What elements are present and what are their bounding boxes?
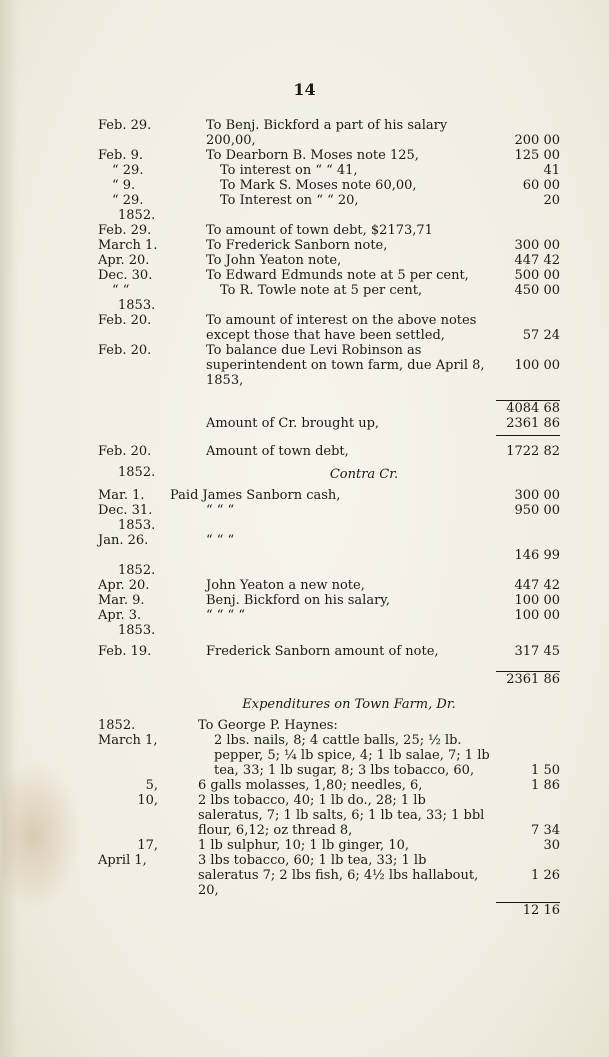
ledger-row xyxy=(98,208,560,223)
contra-section xyxy=(98,465,560,687)
entry-amount: 1 26 xyxy=(531,868,560,883)
entry-date: Feb. 9. xyxy=(98,148,143,163)
ledger-row xyxy=(98,238,560,253)
entry-date: Jan. 26. xyxy=(98,533,149,548)
entry-amount: 200 00 xyxy=(514,133,560,148)
entry-date: Dec. 30. xyxy=(98,268,153,283)
section-heading: Expenditures on Town Farm, Dr. xyxy=(242,697,456,712)
entry-amount: 20 xyxy=(543,193,560,208)
entry-description: To Mark S. Moses note 60,00, xyxy=(220,178,417,193)
entry-description: To R. Towle note at 5 per cent, xyxy=(220,283,423,298)
entry-amount: 450 00 xyxy=(514,283,560,298)
entry-date: Dec. 31. xyxy=(98,503,153,518)
entry-description: Benj. Bickford on his salary, xyxy=(206,593,391,608)
entry-amount: 100 00 xyxy=(514,358,560,373)
entry-description: “ “ “ xyxy=(206,503,235,518)
entry-date: Feb. 20. xyxy=(98,444,152,459)
entry-amount: 100 00 xyxy=(514,608,560,623)
entry-year: 1852. xyxy=(118,208,156,223)
entry-date: “ “ xyxy=(112,283,130,298)
ledger-row xyxy=(98,148,560,163)
entry-date: “ 29. xyxy=(112,193,144,208)
entry-description: 2 lbs tobacco, 40; 1 lb do., 28; 1 lb saleratus, 7; 1 lb salts, 6; 1 lb tea, 33; 1 bbl flour, 6,12; oz thread 8, xyxy=(198,793,485,838)
debit-total: 4084 68 xyxy=(506,401,560,416)
ledger-row xyxy=(98,283,560,298)
entry-amount: 447 42 xyxy=(514,253,560,268)
entry-description: To Dearborn B. Moses note 125, xyxy=(206,148,419,163)
ledger-row xyxy=(98,518,560,533)
ledger-row xyxy=(98,533,560,563)
entry-date: 17, xyxy=(137,838,158,853)
entry-description: To John Yeaton note, xyxy=(206,253,342,268)
entry-date: Feb. 29. xyxy=(98,223,152,238)
entry-amount: 41 xyxy=(543,163,560,178)
entry-description: To Benj. Bickford a part of his salary 200,00, xyxy=(206,118,448,148)
entry-date: 5, xyxy=(145,778,158,793)
entry-amount: 1 50 xyxy=(531,763,560,778)
entry-description: To Edward Edmunds note at 5 per cent, xyxy=(206,268,469,283)
entry-amount: 100 00 xyxy=(514,593,560,608)
debit-total-row xyxy=(98,401,560,416)
entry-description: 6 galls molasses, 1,80; needles, 6, xyxy=(198,778,423,793)
ledger-row xyxy=(98,578,560,593)
credit-brought-label: Amount of Cr. brought up, xyxy=(206,416,380,431)
entry-date: March 1. xyxy=(98,238,158,253)
ledger-row xyxy=(98,644,560,659)
ledger-row xyxy=(98,733,560,778)
entry-description: To interest on “ “ 41, xyxy=(220,163,358,178)
entry-description: “ “ “ xyxy=(206,533,235,548)
entry-amount: 500 00 xyxy=(514,268,560,283)
entry-description: Amount of town debt, xyxy=(206,444,349,459)
ledger-row xyxy=(98,608,560,623)
entry-description: Frederick Sanborn amount of note, xyxy=(206,644,439,659)
entry-description: 3 lbs tobacco, 60; 1 lb tea, 33; 1 lb saleratus 7; 2 lbs fish, 6; 4½ lbs hallabout, 20, xyxy=(198,853,479,898)
entry-amount: 57 24 xyxy=(522,328,560,343)
ledger-row xyxy=(98,503,560,518)
entry-description: Paid James Sanborn cash, xyxy=(170,488,341,503)
exp-total-row xyxy=(98,903,560,918)
entry-year: 1852. xyxy=(118,465,156,480)
entry-date: April 1, xyxy=(98,853,147,868)
entry-date: “ 29. xyxy=(112,163,144,178)
entry-amount: 317 45 xyxy=(514,644,560,659)
ledger-row xyxy=(98,268,560,283)
ledger-row xyxy=(98,793,560,838)
ledger-row xyxy=(98,853,560,898)
entry-amount: 300 00 xyxy=(514,238,560,253)
ledger-row xyxy=(98,163,560,178)
town-debt-amount: 1722 82 xyxy=(506,444,560,459)
entry-description: To balance due Levi Robinson as superintendent on town farm, due April 8, 1853, xyxy=(206,343,485,388)
entry-amount: 7 34 xyxy=(531,823,560,838)
payee: To George P. Haynes: xyxy=(198,718,338,733)
exp-total: 12 16 xyxy=(522,903,560,918)
contra-heading-row xyxy=(98,465,560,488)
entry-date: Feb. 20. xyxy=(98,313,152,328)
ledger-row xyxy=(98,838,560,853)
ledger-row xyxy=(98,623,560,638)
credit-brought-row xyxy=(98,416,560,431)
entry-amount: 60 00 xyxy=(522,178,560,193)
entry-amount: 30 xyxy=(543,838,560,853)
entry-description: John Yeaton a new note, xyxy=(206,578,365,593)
paper-stain xyxy=(2,760,82,910)
entry-date: Apr. 20. xyxy=(98,253,150,268)
entry-date: Feb. 29. xyxy=(98,118,152,133)
town-debt-row xyxy=(98,444,560,459)
entry-date: March 1, xyxy=(98,733,158,748)
entry-description: To amount of interest on the above notes except those that have been settled, xyxy=(206,313,477,343)
entry-description: “ “ “ “ xyxy=(206,608,245,623)
entry-amount: 300 00 xyxy=(514,488,560,503)
ledger-row xyxy=(98,313,560,343)
entry-date: Apr. 3. xyxy=(98,608,142,623)
entry-year: 1853. xyxy=(118,298,156,313)
entry-year: 1853. xyxy=(118,518,156,533)
page-number: 14 xyxy=(293,80,316,99)
ledger-row xyxy=(98,593,560,608)
expenditures-section xyxy=(98,695,560,918)
ledger-row xyxy=(98,178,560,193)
ledger-row xyxy=(98,298,560,313)
credit-brought-amount: 2361 86 xyxy=(506,416,560,431)
entry-description: To amount of town debt, $2173,71 xyxy=(206,223,433,238)
entry-date: Feb. 20. xyxy=(98,343,152,358)
entry-description: To Frederick Sanborn note, xyxy=(206,238,388,253)
entry-description: 1 lb sulphur, 10; 1 lb ginger, 10, xyxy=(198,838,409,853)
ledger-row xyxy=(98,223,560,238)
entry-amount: 146 99 xyxy=(514,548,560,563)
ledger-content xyxy=(98,118,560,918)
entry-date: Feb. 19. xyxy=(98,644,152,659)
section-heading: Contra Cr. xyxy=(329,467,399,482)
ledger-row xyxy=(98,253,560,268)
entry-date: Mar. 1. xyxy=(98,488,145,503)
ledger-row xyxy=(98,193,560,208)
ledger-row xyxy=(98,488,560,503)
ledger-row xyxy=(98,118,560,148)
entry-date: Apr. 20. xyxy=(98,578,150,593)
entry-amount: 447 42 xyxy=(514,578,560,593)
entry-year: 1852. xyxy=(118,563,156,578)
contra-total-row xyxy=(98,672,560,687)
entry-amount: 125 00 xyxy=(514,148,560,163)
entry-amount: 950 00 xyxy=(514,503,560,518)
entry-description: 2 lbs. nails, 8; 4 cattle balls, 25; ½ lb. pepper, 5; ¼ lb spice, 4; 1 lb salae, 7; 1 lb tea, 33; 1 lb sugar, 8; 3 lbs tobacco, 60, xyxy=(214,733,490,778)
ledger-row xyxy=(98,563,560,578)
entry-date: “ 9. xyxy=(112,178,136,193)
entry-year: 1853. xyxy=(118,623,156,638)
entry-description: To Interest on “ “ 20, xyxy=(220,193,359,208)
ledger-row xyxy=(98,343,560,388)
contra-total: 2361 86 xyxy=(506,672,560,687)
ledger-row xyxy=(98,778,560,793)
entry-date: 10, xyxy=(137,793,158,808)
entry-amount: 1 86 xyxy=(531,778,560,793)
debit-section xyxy=(98,118,560,459)
entry-date: Mar. 9. xyxy=(98,593,145,608)
exp-header-row xyxy=(98,718,560,733)
entry-year: 1852. xyxy=(98,718,136,733)
